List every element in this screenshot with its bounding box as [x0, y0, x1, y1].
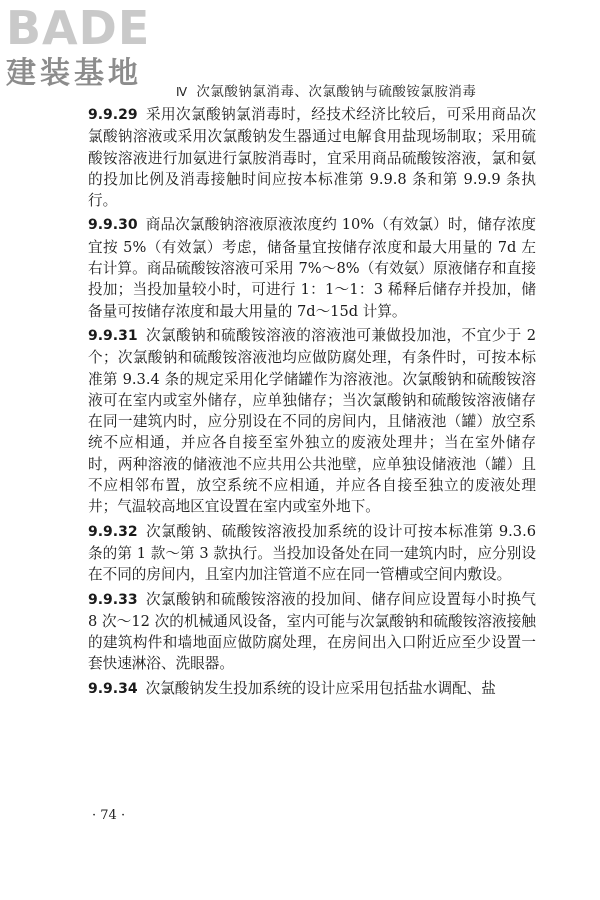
section-heading — [176, 80, 576, 100]
section-title: 次氯酸钠氯消毒、次氯酸钠与硫酸铵氯胺消毒 — [196, 84, 477, 100]
clause-text: 商品次氯酸钠溶液原液浓度约 10%（有效氯）时，储存浓度宜按 5%（有效氯）考虑，储备量宜按储存浓度和最大用量的 7d 左右计算。商品硫酸铵溶液可采用 7%～8%（有效氨）原液储存和直接投加；当投加量较小时，可进行 1：1～1：3 稀释后储存并投加，储备量可按储存浓度和最大用量的 7d～15d 计算。 — [88, 216, 536, 320]
clause-number: 9.9.32 — [88, 523, 138, 540]
clause-number: 9.9.31 — [88, 327, 138, 344]
clause-9-9-32 — [88, 521, 536, 586]
clause-list — [88, 104, 536, 703]
clause-9-9-31 — [88, 325, 536, 518]
clause-number: 9.9.29 — [88, 107, 138, 123]
clause-number: 9.9.30 — [88, 217, 138, 234]
page-number: · 74 · — [92, 808, 126, 823]
logo-subtitle: 建装基地 — [6, 56, 142, 91]
clause-text: 采用次氯酸钠氯消毒时，经技术经济比较后，可采用商品次氯酸钠溶液或采用次氯酸钠发生器通过电解食用盐现场制取；采用硫酸铵溶液进行加氨进行氯胺消毒时，宜采用商品硫酸铵溶液，氯和氨的投加比例及消毒接触时间应按本标准第 9.9.8 条和第 9.9.9 条执行。 — [88, 106, 536, 210]
clause-text: 次氯酸钠和硫酸铵溶液的投加间、储存间应设置每小时换气 8 次～12 次的机械通风设备，室内可能与次氯酸钠和硫酸铵溶液接触的建筑构件和墙地面应做防腐处理，在房间出入口附近应至少设置一套快速淋浴、洗眼器。 — [88, 590, 536, 673]
clause-9-9-33 — [88, 589, 536, 675]
clause-text: 次氯酸钠发生投加系统的设计应采用包括盐水调配、盐 — [145, 679, 496, 697]
watermark-logo — [6, 1, 176, 96]
logo-mark: BADE — [6, 1, 151, 55]
section-number: Ⅳ — [176, 85, 188, 99]
clause-number: 9.9.33 — [88, 591, 138, 608]
clause-text: 次氯酸钠和硫酸铵溶液的溶液池可兼做投加池，不宜少于 2 个；次氯酸钠和硫酸铵溶液池均应做防腐处理，有条件时，可按本标准第 9.3.4 条的规定采用化学储罐作为溶液池。次氯酸钠和硫酸铵溶液可在室内或室外储存，应单独储存；当次氯酸钠和硫酸铵溶液储存在同一建筑内时，应分别设在不同的房间内，且储液池（罐）放空系统不应相通，并应各自接至室外独立的废液处理井；当在室外储存时，两种溶液的储液池不应共用公共池壁，应单独设储液池（罐）且不应相邻布置，放空系统不应相通，并应各自接至独立的废液处理井；气温较高地区宜设置在室内或室外地下。 — [88, 326, 536, 516]
clause-text: 次氯酸钠、硫酸铵溶液投加系统的设计可按本标准第 9.3.6 条的第 1 款～第 3 款执行。当投加设备处在同一建筑内时，应分别设在不同的房间内，且室内加注管道不应在同一管槽或空间内敷设。 — [88, 522, 536, 584]
clause-9-9-34 — [88, 678, 536, 700]
clause-number: 9.9.34 — [88, 680, 138, 697]
clause-9-9-29 — [88, 104, 536, 211]
clause-9-9-30 — [88, 214, 536, 321]
